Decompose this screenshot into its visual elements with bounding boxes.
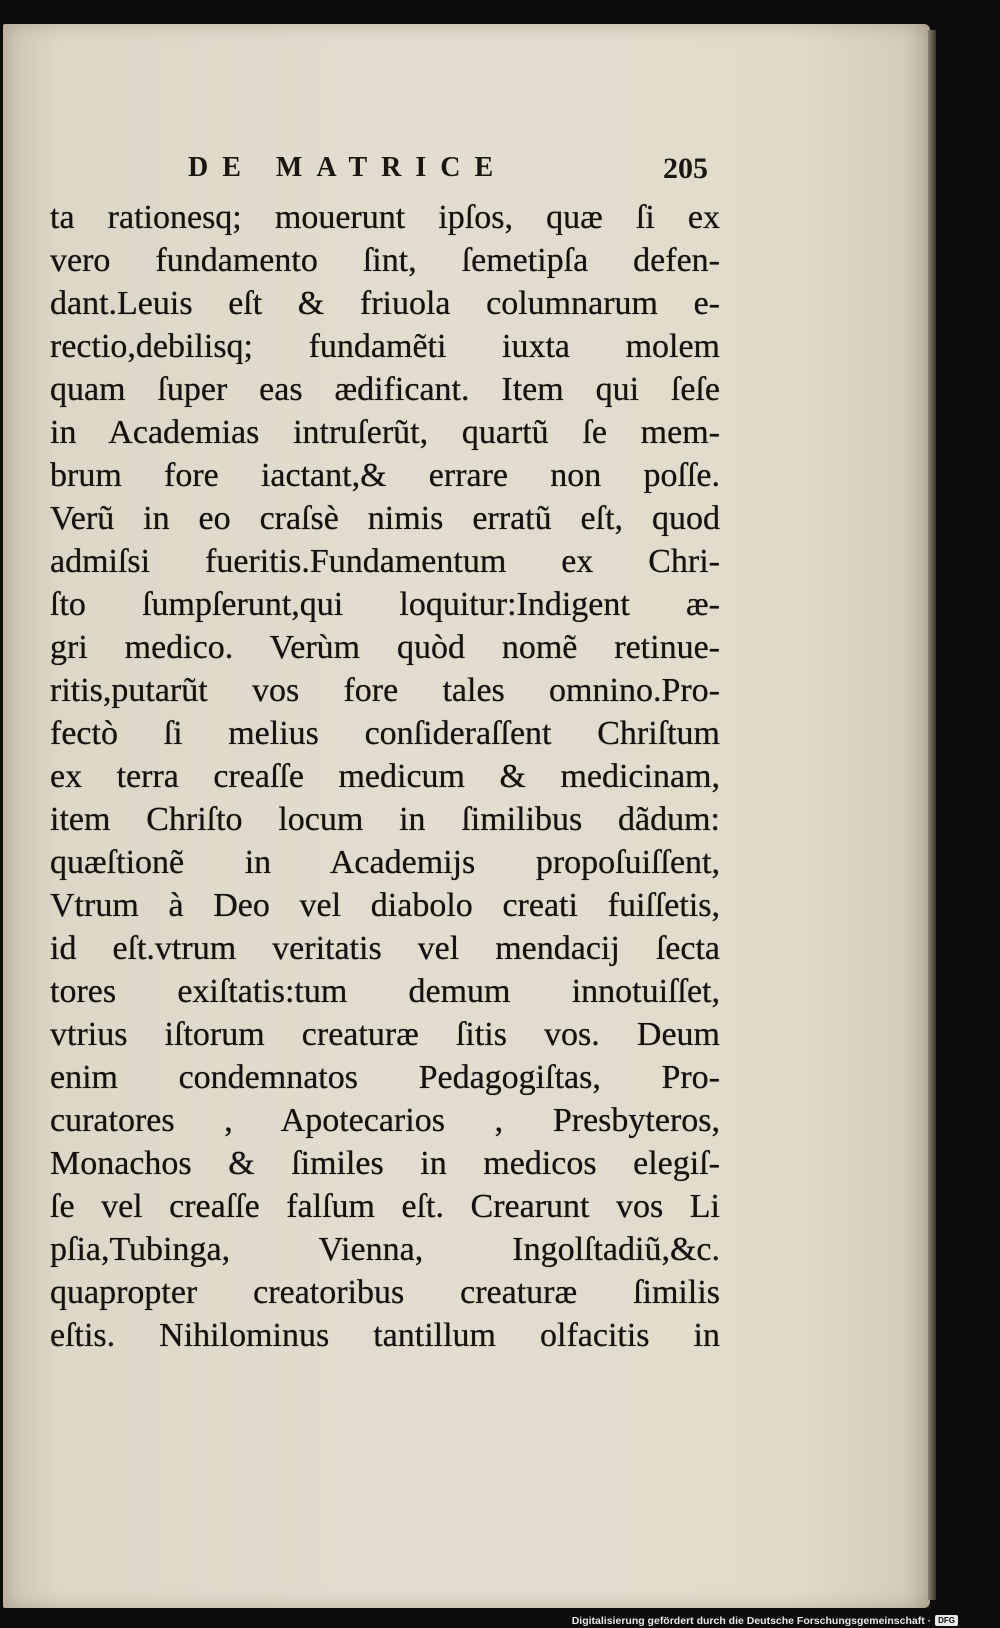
page-edge-shadow: [928, 30, 936, 1600]
text-line: Vtrum à Deo vel diabolo creati fuiſſetis,: [50, 887, 720, 924]
text-line: ſto ſumpſerunt,qui loquitur:Indigent æ-: [50, 586, 720, 623]
text-line: id eſt.vtrum veritatis vel mendacij ſecta: [50, 930, 720, 967]
text-line: curatores , Apotecarios , Presbyteros,: [50, 1102, 720, 1139]
digitization-credit: [572, 1613, 958, 1628]
text-line: gri medico. Verùm quòd nomẽ retinue-: [50, 629, 720, 666]
text-line: enim condemnatos Pedagogiſtas, Pro-: [50, 1059, 720, 1096]
text-line: ex terra creaſſe medicum & medicinam,: [50, 758, 720, 795]
dfg-logo: DFG: [935, 1615, 958, 1626]
credit-text: Digitalisierung gefördert durch die Deutsche Forschungsgemeinschaft ·: [571, 1614, 932, 1627]
text-line: ſe vel creaſſe falſum eſt. Crearunt vos Li: [50, 1188, 720, 1225]
text-line: fectò ſi melius conſideraſſent Chriſtum: [50, 715, 720, 752]
book-page: [3, 24, 930, 1608]
text-line: vtrius iſtorum creaturæ ſitis vos. Deum: [50, 1016, 720, 1053]
text-line: quam ſuper eas ædificant. Item qui ſeſe: [50, 371, 720, 408]
text-line: pſia,Tubinga, Vienna, Ingolſtadiũ,&c.: [50, 1231, 720, 1268]
text-line: Monachos & ſimiles in medicos elegiſ-: [50, 1145, 720, 1182]
body-text: [50, 196, 720, 1357]
text-line: Verũ in eo craſsè nimis erratũ eſt, quod: [50, 500, 720, 537]
text-line: tores exiſtatis:tum demum innotuiſſet,: [50, 973, 720, 1010]
page-number: 205: [663, 152, 708, 185]
text-line: dant.Leuis eſt & friuola columnarum e-: [50, 285, 720, 322]
text-line: admiſsi fueritis.Fundamentum ex Chri-: [50, 543, 720, 580]
running-head-title: DE MATRICE: [188, 152, 508, 183]
text-line: eſtis. Nihilominus tantillum olfacitis in: [50, 1317, 720, 1354]
text-line: in Academias intruſerũt, quartũ ſe mem-: [50, 414, 720, 451]
text-line: item Chriſto locum in ſimilibus dãdum:: [50, 801, 720, 838]
text-line: quæſtionẽ in Academijs propoſuiſſent,: [50, 844, 720, 881]
text-line: quapropter creatoribus creaturæ ſimilis: [50, 1274, 720, 1311]
text-line: vero fundamento ſint, ſemetipſa defen-: [50, 242, 720, 279]
running-head: [48, 152, 708, 192]
text-line: rectio,debilisq; fundamẽti iuxta molem: [50, 328, 720, 365]
text-line: ritis,putarũt vos fore tales omnino.Pro-: [50, 672, 720, 709]
text-line: brum fore iactant,& errare non poſſe.: [50, 457, 720, 494]
text-line: ta rationesq; mouerunt ipſos, quæ ſi ex: [50, 199, 720, 236]
